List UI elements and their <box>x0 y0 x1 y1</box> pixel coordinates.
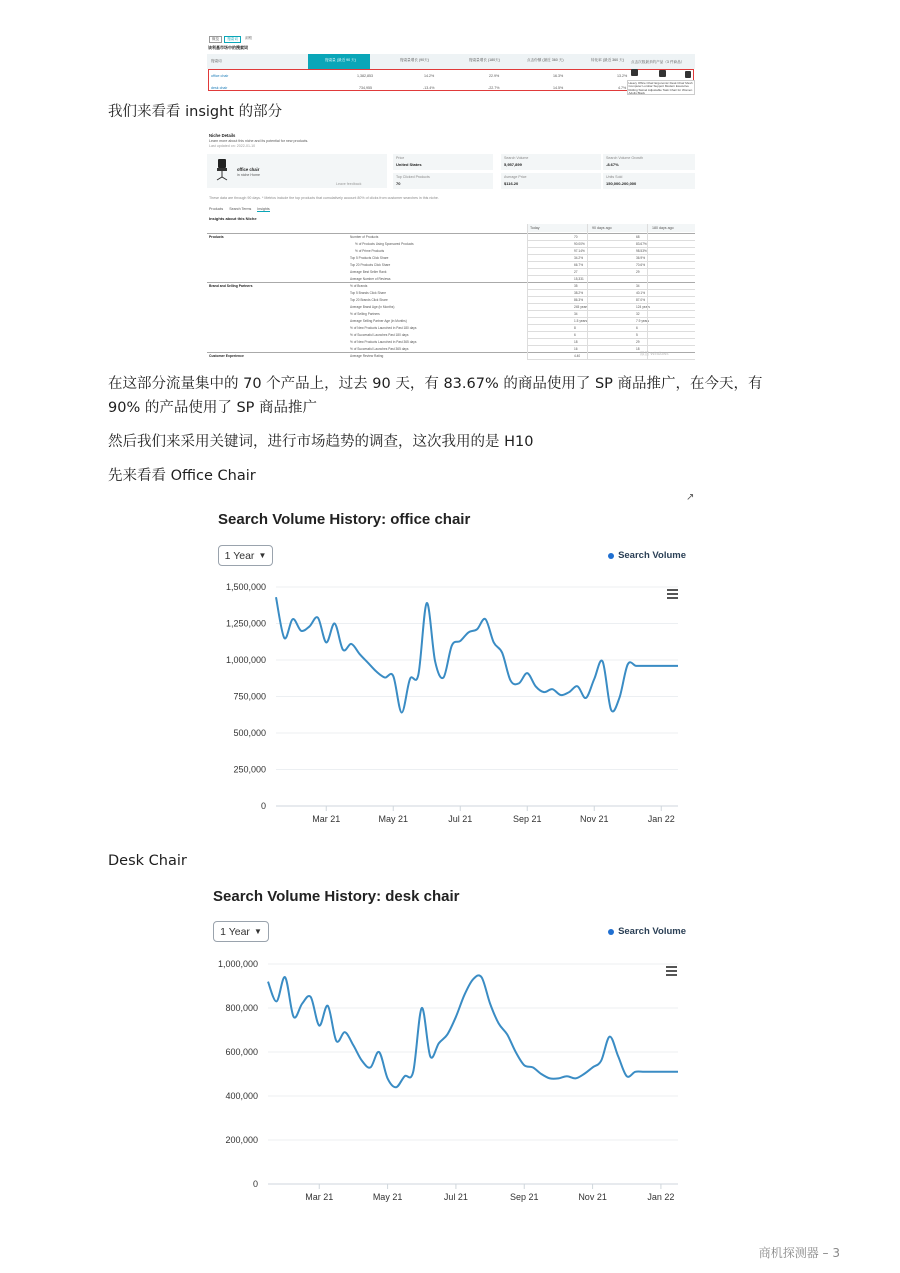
metric-value: 8 <box>574 326 576 330</box>
niche-details-subtitle: Learn more about this niche and its potential for new products. <box>209 139 309 143</box>
stat-box <box>501 154 601 170</box>
niche-details-screenshot <box>207 130 695 362</box>
metric-value: 83.67% <box>636 242 647 246</box>
metric-label: Top 5 Brands Click Share <box>350 291 386 295</box>
range-select[interactable] <box>213 921 269 942</box>
column-header[interactable]: 点击次数最多的产品（3 件商品） <box>631 60 685 64</box>
tab-products[interactable]: Products <box>209 207 224 211</box>
metric-value: 4.40 <box>574 354 581 358</box>
metric-value: 16 <box>574 347 578 351</box>
chevron-down-icon: ▼ <box>258 551 267 560</box>
group-name: Customer Experience <box>209 354 244 358</box>
niche-category: in niche Home <box>237 173 260 177</box>
metric-value: 32 <box>636 312 640 316</box>
group-name: Brand and Selling Partners <box>209 284 253 288</box>
column-header: 90 days ago <box>592 226 612 230</box>
office-chair-plot <box>210 572 698 830</box>
y-tick-label: 500,000 <box>233 728 266 738</box>
metric-value: 124 years <box>636 305 650 309</box>
range-select-label: 1 Year <box>220 925 250 938</box>
tab-search-terms[interactable]: 搜索词 <box>224 36 241 43</box>
column-header[interactable]: 转化率 (最近 360 天) <box>591 58 624 62</box>
metric-label: % of Successful Launches Past 365 days <box>350 347 409 351</box>
y-tick-label: 750,000 <box>233 691 266 702</box>
stat-box <box>603 154 695 170</box>
metric-label: Average Number of Reviews <box>350 277 391 281</box>
stat-label: Units Sold <box>606 175 623 179</box>
tab-insights[interactable]: 洞察 <box>244 36 253 40</box>
metric-label: Average Best Seller Rank <box>350 270 387 274</box>
windows-watermark: 激活 Windows <box>640 351 669 356</box>
metric-value: 34.2% <box>574 256 584 260</box>
metric-value: 87.0% <box>636 298 646 302</box>
stat-box <box>393 154 493 170</box>
metric-value: 34 <box>636 284 640 288</box>
y-tick-label: 1,500,000 <box>225 582 266 592</box>
stat-value: 150,000-200,000 <box>606 181 637 186</box>
stat-label: Search Volume <box>504 156 529 160</box>
metric-value: 29 <box>636 270 640 274</box>
legend-dot-icon <box>608 553 614 559</box>
tab-insights[interactable]: Insights <box>257 207 270 211</box>
metric-value: 18 <box>636 347 640 351</box>
office-chair-icon <box>215 159 229 181</box>
page-footer: 商机探测器 – 3 <box>758 1246 840 1260</box>
column-divider <box>527 224 528 359</box>
last-updated: Last updated on: 2022-01-10 <box>209 144 256 148</box>
x-tick-label: Jul 21 <box>448 814 473 824</box>
y-tick-label: 800,000 <box>225 1003 258 1013</box>
metric-label: Average Brand Age (in Months) <box>350 305 395 309</box>
metric-value: 68 <box>636 235 640 239</box>
expand-icon[interactable]: ↗ <box>686 492 695 503</box>
metric-label: Top 20 Brands Click Share <box>350 298 388 302</box>
paragraph: 我们来看看 insight 的部分 <box>108 104 283 120</box>
metric-label: % of Successful Launches Past 180 days <box>350 333 409 337</box>
y-tick-label: 0 <box>252 1179 258 1189</box>
metric-value: 5 <box>636 333 638 337</box>
table-cell: -22.7% <box>488 86 500 90</box>
paragraph: Desk Chair <box>108 853 187 869</box>
metric-value: 90.00% <box>574 242 585 246</box>
column-header: 180 days ago <box>652 226 674 230</box>
table-cell: 734,955 <box>359 86 372 90</box>
search-volume-series-line <box>268 975 678 1087</box>
column-divider <box>587 224 588 359</box>
chart-legend[interactable] <box>608 926 686 937</box>
metric-label: % of Brands <box>350 284 368 288</box>
chair-thumbnail-icon[interactable] <box>685 71 691 78</box>
legend-label: Search Volume <box>618 926 686 937</box>
metric-value: 36.9% <box>636 256 646 260</box>
metric-value: 98.53% <box>636 249 647 253</box>
metric-label: Average Selling Partner Age (in Months) <box>350 319 407 323</box>
column-header[interactable]: 搜索量增长 (180天) <box>469 58 500 62</box>
metric-value: 6 <box>574 333 576 337</box>
stat-value: 70 <box>396 181 401 186</box>
stat-label: Average Price <box>504 175 527 179</box>
column-header[interactable]: 搜索词 <box>211 59 222 63</box>
search-terms-screenshot <box>207 33 695 96</box>
stat-value: $116.20 <box>504 181 519 186</box>
stat-label: Search Volume Growth <box>606 156 643 160</box>
table-cell: -13.4% <box>423 86 435 90</box>
table-cell: 22.9% <box>489 74 500 78</box>
group-divider <box>207 233 695 234</box>
metric-value: 1.5 years <box>574 319 588 323</box>
table-cell: 14.2% <box>424 74 435 78</box>
stat-box <box>501 173 601 189</box>
metric-value: 38.2% <box>574 291 584 295</box>
x-tick-label: Sep 21 <box>509 1192 539 1202</box>
metric-value: 245 years <box>574 305 588 309</box>
chart-title: Search Volume History: office chair <box>218 511 471 528</box>
metric-label: Average Review Rating <box>350 354 384 358</box>
y-tick-label: 0 <box>260 801 266 811</box>
y-tick-label: 600,000 <box>225 1047 258 1057</box>
table-cell: 1,382,853 <box>357 74 373 78</box>
product-tooltip <box>627 80 695 95</box>
x-tick-label: May 21 <box>378 814 409 824</box>
tab-bar <box>209 36 254 43</box>
metric-value: 29 <box>636 340 640 344</box>
metric-label: Top 20 Products Click Share <box>350 263 391 267</box>
legend-dot-icon <box>608 929 614 935</box>
metric-value: 7.9 years <box>636 319 650 323</box>
range-select[interactable] <box>218 545 273 566</box>
metric-value: 70.6% <box>636 263 646 267</box>
stat-value: -8.67% <box>606 162 619 167</box>
metric-value: 27 <box>574 270 578 274</box>
legend-label: Search Volume <box>618 550 686 561</box>
search-volume-series-line <box>276 597 678 712</box>
range-select-label: 1 Year <box>224 549 255 562</box>
y-tick-label: 250,000 <box>233 764 266 775</box>
metric-value: 34 <box>574 312 578 316</box>
tooltip-text: Heavy Office Chair Ergonomic Desk Chair Mesh Computer Lumbar Support Modern Executive Rolling Swivel Adjustable Task Chair for Women Adults Black <box>628 80 693 96</box>
search-term-link[interactable]: desk chair <box>211 86 228 90</box>
niche-tabs <box>209 207 270 212</box>
niche-details-title: Niche Details <box>209 133 236 138</box>
stat-label: Price <box>396 156 405 160</box>
metric-value: 86.3% <box>574 298 584 302</box>
y-tick-label: 1,000,000 <box>217 959 258 969</box>
metric-label: Top 5 Products Click Share <box>350 256 389 260</box>
stat-value: 5,957,899 <box>504 162 522 167</box>
column-header: Today <box>530 226 540 230</box>
paragraph: 然后我们来采用关键词，进行市场趋势的调查，这次我用的是 H10 <box>108 434 534 450</box>
metric-label: % of New Products Launched in Past 180 days <box>350 326 417 330</box>
tab-overview[interactable]: 概览 <box>209 36 222 43</box>
paragraph: 先来看看 Office Chair <box>108 468 256 484</box>
metric-value: 15,331 <box>574 277 584 281</box>
metric-label: % of Products Using Sponsored Products <box>355 242 414 246</box>
metric-value: 35 <box>574 284 578 288</box>
chart-title: Search Volume History: desk chair <box>213 888 460 905</box>
x-tick-label: Mar 21 <box>305 1192 334 1202</box>
table-cell: 13.2% <box>617 74 628 78</box>
y-tick-label: 1,250,000 <box>225 618 266 629</box>
group-divider <box>207 352 695 353</box>
desk-chair-plot <box>206 952 694 1206</box>
metric-label: % of Selling Partners <box>350 312 380 316</box>
y-tick-label: 200,000 <box>225 1135 258 1145</box>
niche-name: office chair <box>237 167 260 172</box>
column-divider <box>647 224 648 359</box>
y-tick-label: 400,000 <box>225 1091 258 1101</box>
metric-value: 97.14% <box>574 249 585 253</box>
group-divider <box>207 282 695 283</box>
feedback-link[interactable]: Leave feedback <box>336 182 362 186</box>
x-tick-label: May 21 <box>372 1192 403 1202</box>
tab-search-terms[interactable]: Search Terms <box>229 207 252 211</box>
metric-label: % of Prime Products <box>355 249 385 253</box>
table-title: 该利基市场中的搜索词 <box>208 45 248 50</box>
x-tick-label: Nov 21 <box>578 1192 607 1202</box>
table-cell: 14.5% <box>553 86 564 90</box>
x-tick-label: Jan 22 <box>647 814 675 824</box>
x-tick-label: Sep 21 <box>512 814 542 824</box>
paragraph: 在这部分流量集中的 70 个产品上，过去 90 天，有 83.67% 的商品使用了 SP 商品推广，在今天，有 90% 的产品使用了 SP 商品推广 <box>108 376 763 416</box>
stat-box <box>603 173 695 189</box>
x-tick-label: Jul 21 <box>443 1192 468 1202</box>
metrics-note: These data are through 90 days. * Metrics include the top products that cumulatively account 80% of clicks from customer searches in this niche. <box>209 196 439 200</box>
chart-legend[interactable] <box>608 550 686 561</box>
stat-value: United States <box>396 162 422 167</box>
office-chair-chart <box>210 492 698 830</box>
x-tick-label: Mar 21 <box>312 814 341 824</box>
x-tick-label: Jan 22 <box>647 1192 675 1202</box>
insights-section-title: Insights about this Niche <box>209 216 257 221</box>
metric-value: 18 <box>574 340 578 344</box>
metric-value: 66.7% <box>574 263 584 267</box>
column-header[interactable]: 搜索量增长 (90天) <box>400 58 429 62</box>
chair-thumbnail-icon[interactable] <box>631 69 638 76</box>
table-cell: 4.7% <box>618 86 627 90</box>
stat-box <box>393 173 493 189</box>
column-header[interactable]: 搜索量 (最近 90 天) <box>325 58 356 62</box>
metric-label: % of New Products Launched in Past 365 days <box>350 340 417 344</box>
y-tick-label: 1,000,000 <box>225 655 266 665</box>
column-header[interactable]: 点击份额 (最近 360 天) <box>527 58 564 62</box>
metric-label: Number of Products <box>350 235 379 239</box>
stat-label: Top Clicked Products <box>396 175 430 179</box>
search-term-link[interactable]: office chair <box>211 74 229 78</box>
metric-value: 70 <box>574 235 578 239</box>
desk-chair-chart <box>206 876 694 1206</box>
metric-value: 6 <box>636 326 638 330</box>
chevron-down-icon: ▼ <box>253 927 262 936</box>
metric-value: 40.1% <box>636 291 646 295</box>
group-name: Products <box>209 235 224 239</box>
table-cell: 16.3% <box>553 74 564 78</box>
chair-thumbnail-icon[interactable] <box>659 70 666 77</box>
x-tick-label: Nov 21 <box>579 814 609 824</box>
